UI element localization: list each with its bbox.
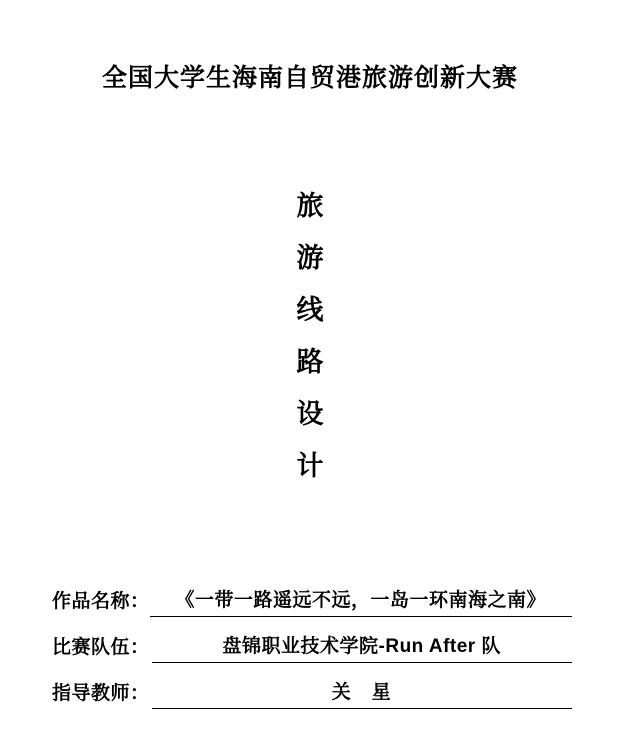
vertical-title-char: 旅 xyxy=(296,191,324,221)
field-label-advisor: 指导教师： xyxy=(52,683,150,704)
field-value-advisor: 关 星 xyxy=(152,677,572,709)
field-row-work-title xyxy=(52,575,572,617)
vertical-title-char: 线 xyxy=(296,295,324,325)
vertical-title-char: 路 xyxy=(296,347,324,377)
field-label-team: 比赛队伍： xyxy=(52,637,150,658)
vertical-title xyxy=(0,180,620,492)
vertical-title-char: 计 xyxy=(296,451,324,481)
page-title: 全国大学生海南自贸港旅游创新大赛 xyxy=(101,64,518,92)
vertical-title-char: 设 xyxy=(296,399,324,429)
vertical-title-char: 游 xyxy=(296,243,324,273)
form-fields xyxy=(52,575,572,713)
field-value-team: 盘锦职业技术学院-Run After 队 xyxy=(152,631,572,663)
field-label-work-title: 作品名称： xyxy=(52,591,150,612)
field-value-work-title: 《一带一路遥远不远，一岛一环南海之南》 xyxy=(150,585,572,617)
field-row-team xyxy=(52,621,572,663)
field-row-advisor xyxy=(52,667,572,709)
